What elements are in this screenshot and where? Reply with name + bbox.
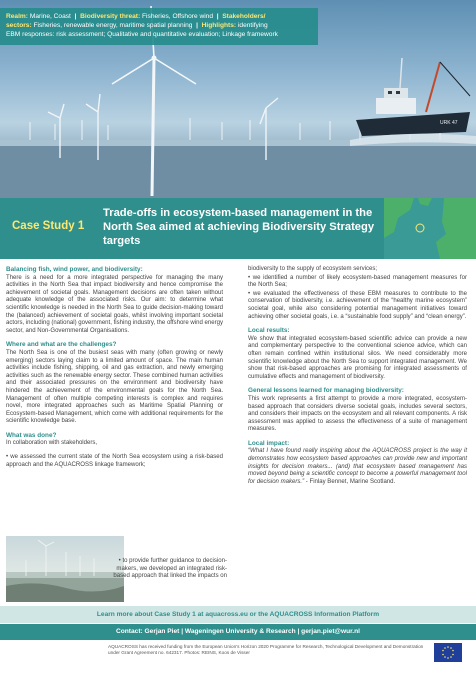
paragraph: There is a need for a more integrated perspective for managing the many activities in the North Sea that impact biodiversity and hence compromise the achievement of societal goals. Management decisions are often taken without adequate knowledge of the associated risks. Our aim: to determine what scientific knowledge is needed in the North Sea to guide decision-making toward the (balanced) achievement of societal goals, whilst involving important societal actors, including (national) government, fishing industry, the offshore wind energy sector, and Non-Governmental Organisations. [6,274,223,334]
section-heading: General lessons learned for managing biodiversity: [248,387,404,395]
paragraph: The North Sea is one of the busiest seas with many (often growing or newly emerging) sectors laying claim to a limited amount of space. The main human activities include fishing, shipping, oil and gas extraction, and newly emerging activities such as the renewable energy sector. These combined human activities and their associated pressures on the environment and biodiversity have hindered the achievement of the environmental goals for the North Sea. Management of often multiple competing interests is complex and requires novel, more integrated approaches such as Maritime Spatial Planning or Ecosystem-based Management, which come with additional requirements for the scientific knowledge base. [6,349,223,425]
paragraph: biodiversity to the supply of ecosystem services; [248,266,378,272]
realm-value: Marine, Coast [29,13,71,20]
bullet-item: • we identified a number of likely ecosystem-based management measures for the North Sea; [248,274,467,289]
section-heading: What was done? [6,431,57,439]
realm-label: Realm: [6,13,28,20]
paragraph: In collaboration with stakeholders, [6,440,98,447]
bullet-item: • we evaluated the effectiveness of these EBM measures to contribute to the conservation of biodiversity, i.e. achievement of the “healthy marine ecosystem” societal goal, while also considering potential management initiatives toward achieving other societal goals, i.e. a “sustainable food supply” and “clean energy”. [248,290,467,320]
paragraph: We show that integrated ecosystem-based scientific advice can provide a new and complementary perspective to the conventional science advice, which can often remain confined within institutional silos. We need considerably more scientific knowledge about the North Sea to support integrated management. We show that risk-based approaches are promising for integrated assessments of cumulative effects and management of biodiversity. [248,335,467,380]
page-title: Trade-offs in ecosystem-based management in the North Sea aimed at achieving Biodiversity Strategy targets [103,207,375,247]
learn-more-banner[interactable]: Learn more about Case Study 1 at aquacross.eu or the AQUACROSS Information Platform [0,606,476,623]
left-column [6,266,223,470]
boat-name-text: URK 47 [440,120,458,126]
case-study-label: Case Study 1 [12,220,85,232]
separator: | [74,13,77,20]
bullet-item: • we assessed the current state of the North Sea ecosystem using a risk-based approach and the AQUACROSS linkage framework; [6,454,223,468]
bullet-item: • to provide further guidance to decision-makers, we developed an integrated risk-based approach that linked the impacts on [113,558,227,580]
hero-photo [0,0,476,198]
quote [248,448,467,486]
stakeholders-label: Stakeholders/ [222,13,266,20]
section-heading: Balancing fish, wind power, and biodiversity: [6,266,143,273]
threat-value: Fisheries, Offshore wind [142,13,214,20]
section-heading: Local impact: [248,439,290,447]
contact-bar: Contact: Gerjan Piet | Wageningen University & Research | gerjan.piet@wur.nl [0,624,476,640]
quote-attribution: - Finlay Bennet, Marine Scotland. [304,478,396,485]
highlights-label: Highlights: [201,22,237,30]
section-heading: Where and what are the challenges? [6,341,117,349]
highlights-continued: EBM responses: risk assessment; Qualitative and quantitative evaluation; Linkage framework [6,31,278,39]
north-sea-map-icon [384,198,476,259]
sectors-label: sectors: [6,22,32,30]
sectors-value: Fisheries, renewable energy, maritime spatial planning [33,22,193,30]
threat-label: Biodiversity threat: [80,13,141,20]
separator: | [216,13,219,20]
section-heading: Local results: [248,327,290,335]
eu-flag-icon [434,643,462,662]
metadata-bar [0,8,318,45]
fishing-boat [350,58,476,146]
funding-statement: AQUACROSS has received funding from the European Union's Horizon 2020 Programme for Research, Technological Development and Demonstration under Grant Agreement no. 642317. Photos: REINS, Koos de Visser [108,644,424,655]
highlights-value: identifying [237,22,268,30]
quote-text: “What I have found really inspiring about the AQUACROSS project is the way it demonstrates how ecosystem based approaches can provide new and important insights for decision makers... (and) that ecosystem based management has moved beyond being a scientific concept to become a powerful management tool for decision makers.” [248,448,467,485]
separator: | [196,22,198,30]
right-column [248,266,467,492]
paragraph: This work represents a first attempt to provide a more integrated, ecosystem-based approach that considers diverse societal goals, includes several sectors, and considers their impacts on the ecosystem and all relevant components. A risk assessment was applied to assess the effectiveness of a suite of management measures. [248,395,467,433]
